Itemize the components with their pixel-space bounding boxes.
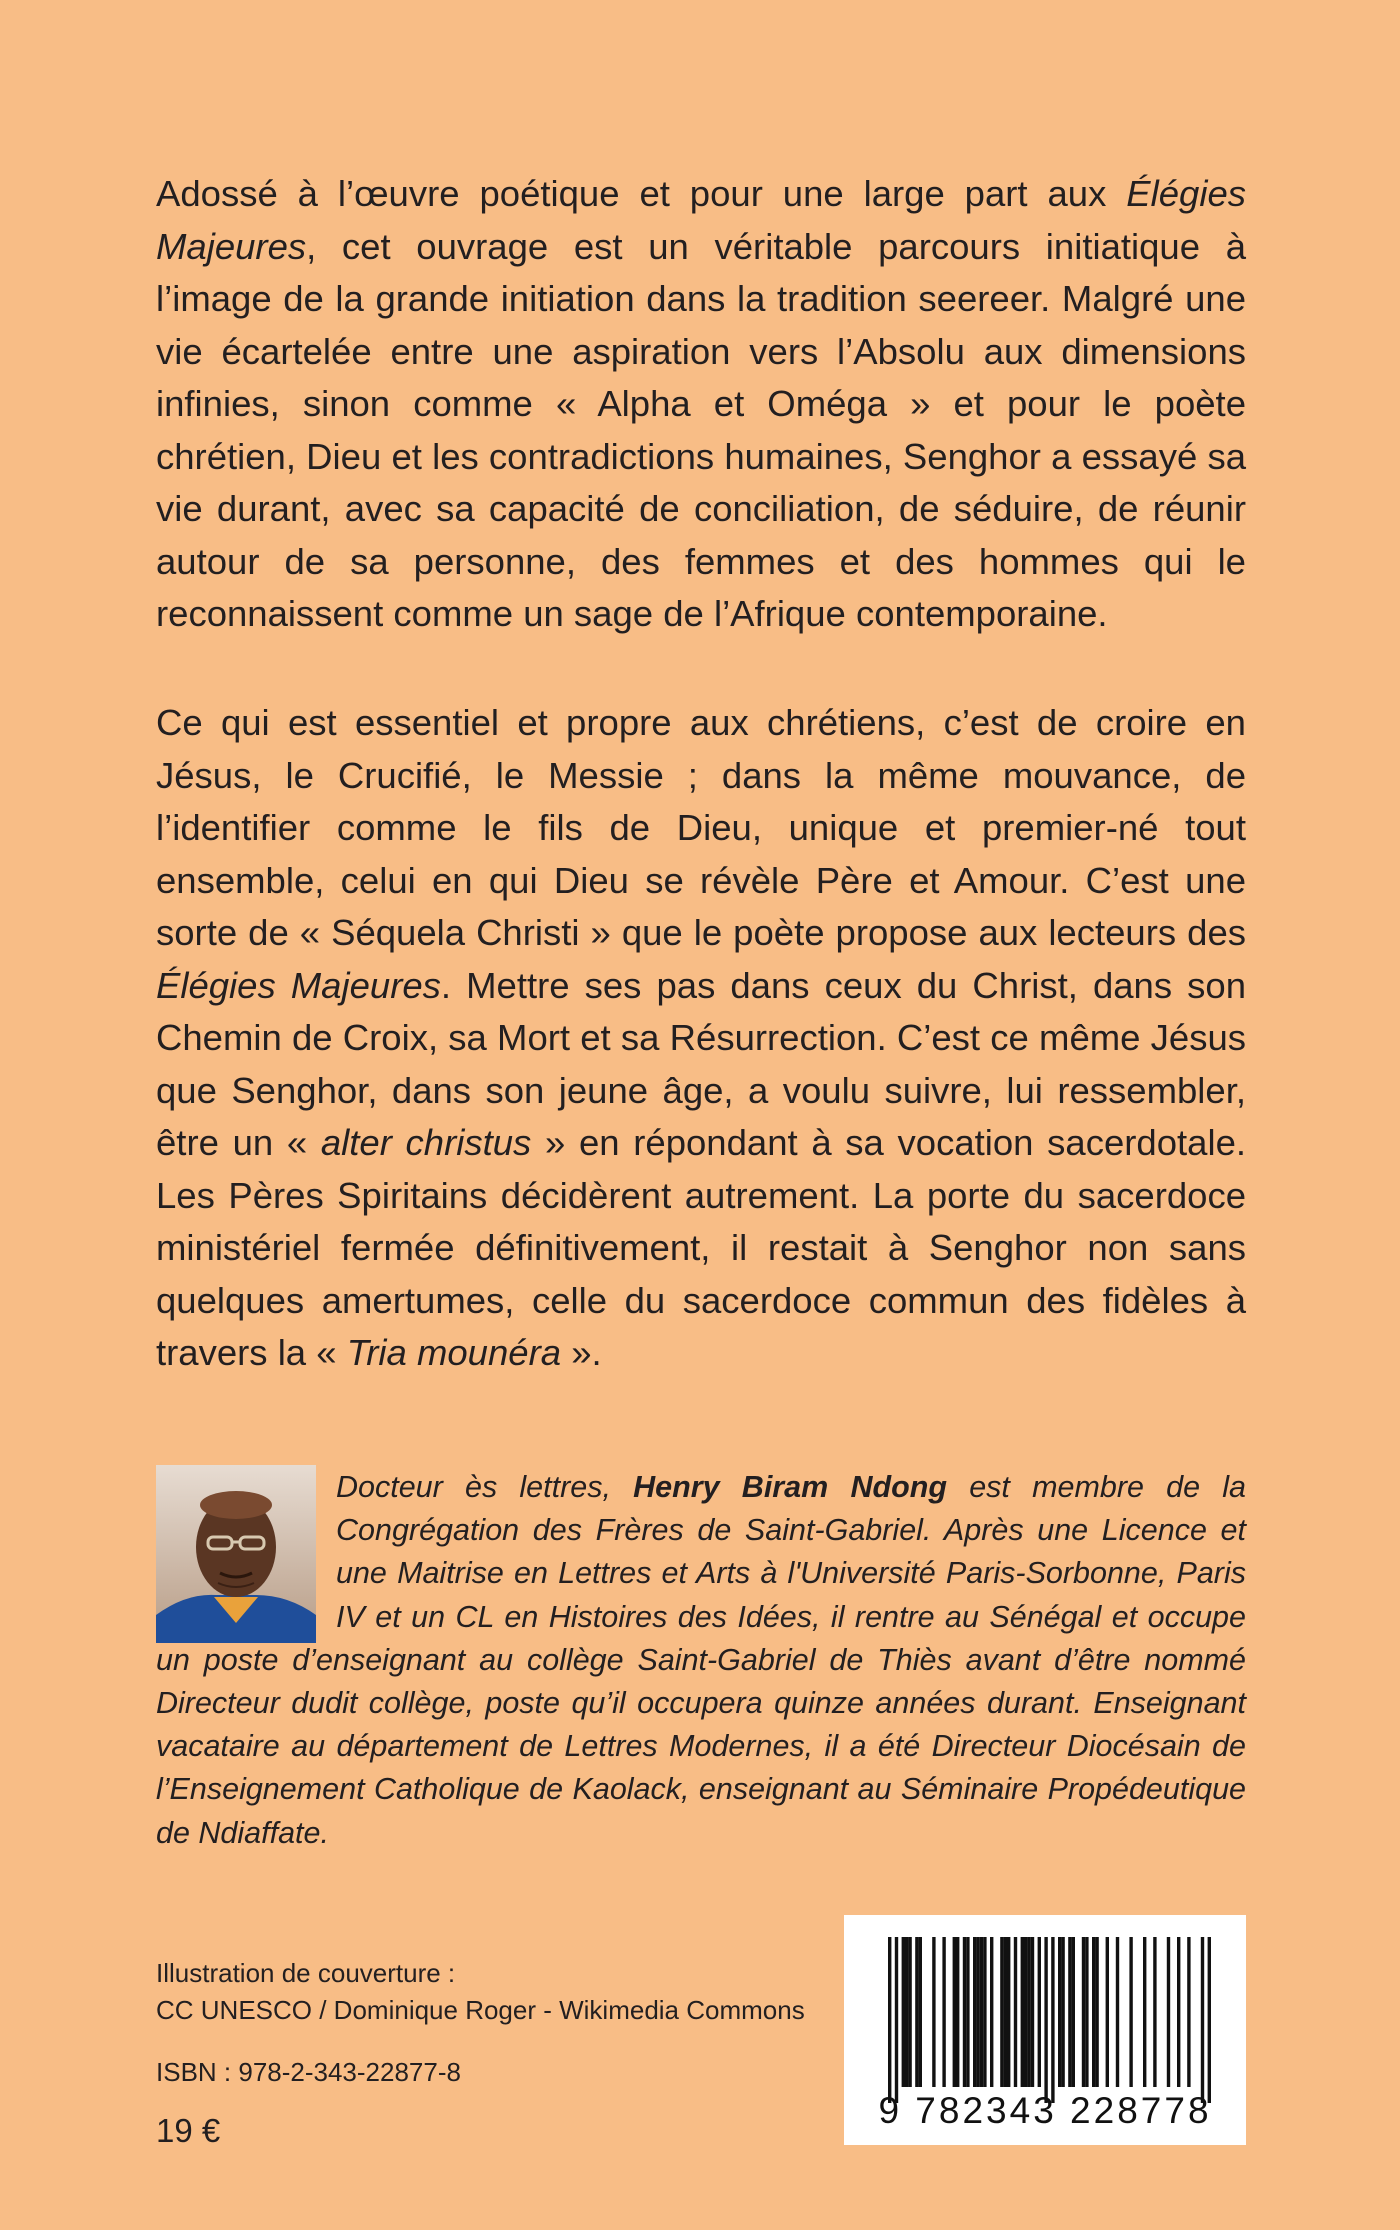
photo-spacer [156,1466,336,1638]
barcode-bar [1085,1937,1088,2087]
barcode-bar [1208,1937,1211,2103]
credits-source: CC UNESCO / Dominique Roger - Wikimedia Commons [156,1995,805,2025]
barcode-bar [1007,1937,1010,2087]
p1-text-b: , cet ouvrage est un véritable parcours initiatique à l’image de la grande initiation dans la tradition seereer. Malgré une vie écartelée entre une aspiration vers l’Absolu aux dimensions infinies, sinon comme « Alpha et Oméga » et pour le poète chrétien, Dieu et les contradictions humaines, Senghor a essayé sa vie durant, avec sa capacité de conciliation, de séduire, de réunir autour de sa personne, des femmes et des hommes qui le reconnaissent comme un sage de l’Afrique contemporaine. [156,225,1246,634]
barcode-bar [1021,1937,1024,2087]
barcode-bar [905,1937,908,2087]
barcode-bar [973,1937,976,2087]
cover-credits [156,1955,805,2029]
barcode-bar [1044,1937,1047,2103]
barcode-bar [1014,1937,1017,2087]
credits-label: Illustration de couverture : [156,1958,456,1988]
barcode-bar [1153,1937,1156,2087]
price: 19 € [156,2112,221,2149]
barcode-bar [980,1937,983,2087]
barcode-bar [1068,1937,1071,2087]
barcode-bar [942,1937,945,2087]
bio-text-b: est membre de la Congrégation des Frères de Saint-Gabriel. Après une Licence et une Maitrise en Lettres et Arts à l'Université Paris-Sorbonne, Paris IV et un CL en Histoires des Idées, il rentre au Sénégal et occupe un poste d’enseignant au collège Saint-Gabriel de Thiès avant d’être nommé Directeur dudit collège, poste qu’il occupera quinze années durant. Enseignant vacataire au département de Lettres Modernes, il a été Directeur Diocésain de l’Enseignement Catholique de Kaolack, enseignant au Séminaire Propédeutique de Ndiaffate. [156,1470,1247,1850]
p1-text-a: Adossé à l’œuvre poétique et pour une large part aux [156,173,1127,214]
barcode-bar [915,1937,918,2087]
barcode-bar [963,1937,966,2087]
p2-title-elegies: Élégies Majeures [156,964,441,1006]
barcode-bar [1024,1937,1027,2087]
bio-text-a: Docteur ès lettres, [336,1470,634,1504]
p2-tria-munera: Tria mounéra [346,1332,562,1373]
p2-text-c: » en répondant à sa vocation sacerdotale. Les Pères Spiritains décidèrent autrement. La porte du sacerdoce ministériel fermée définitivement, il restait à Senghor non sans quelques amertumes, celle du sacerdoce commun des fidèles à travers la « [156,1122,1247,1373]
barcode-bar [1201,1937,1204,2103]
barcode-bar [1177,1937,1180,2087]
barcode-bar [1072,1937,1075,2087]
barcode-bar [1129,1937,1132,2087]
barcode-bar [976,1937,979,2087]
barcode-bar [1031,1937,1034,2087]
barcode-bar [902,1937,905,2087]
barcode-bar [1095,1937,1098,2087]
barcode-digits: 9 782343 228778 [878,2090,1212,2131]
barcode-bar [953,1937,956,2087]
barcode-bar [1106,1937,1109,2087]
p2-text-d: ». [561,1332,602,1373]
p1-title-elegies: Élégies Majeures [156,173,1246,267]
barcode-bar [1004,1937,1007,2087]
barcode-bar [1058,1937,1061,2087]
back-cover-paragraph-1 [156,168,1246,641]
barcode-bar [990,1937,993,2087]
back-cover-paragraph-2 [156,697,1246,1380]
barcode-bar [888,1937,891,2103]
barcode-bar [1082,1937,1085,2087]
barcode-bar [1187,1937,1190,2087]
p2-text-b: . Mettre ses pas dans ceux du Christ, dans son Chemin de Croix, sa Mort et sa Résurrection. C’est ce même Jésus que Senghor, dans son jeune âge, a voulu suivre, lui ressembler, être un « [156,964,1246,1163]
p2-alter-christus: alter christus [320,1122,532,1163]
author-name: Henry Biram Ndong [633,1470,947,1504]
p2-text-a: Ce qui est essentiel et propre aux chrétiens, c’est de croire en Jésus, le Crucifié, le Messie ; dans la même mouvance, de l’identifier comme le fils de Dieu, unique et premier-né tout ensemble, celui en qui Dieu se révèle Père et Amour. C’est une sorte de « Séquela Christi » que le poète propose aux lecteurs des [156,702,1246,953]
barcode-bar [908,1937,911,2087]
barcode-bar [983,1937,986,2087]
barcode-bar [1038,1937,1041,2087]
barcode-bar [956,1937,959,2087]
author-biography [156,1466,1246,1855]
barcode-bar [1027,1937,1030,2087]
barcode-bar [1092,1937,1095,2087]
barcode-bar [966,1937,969,2087]
barcode-bar [1000,1937,1003,2087]
isbn: ISBN : 978-2-343-22877-8 [156,2057,461,2087]
barcode [844,1915,1246,2145]
barcode-bar [919,1937,922,2087]
barcode-bar [1116,1937,1119,2087]
barcode-bar [932,1937,935,2087]
barcode-bar [895,1937,898,2103]
barcode-bar [1167,1937,1170,2087]
barcode-bar [1051,1937,1054,2103]
barcode-bar [1061,1937,1064,2087]
barcode-bar [1143,1937,1146,2087]
